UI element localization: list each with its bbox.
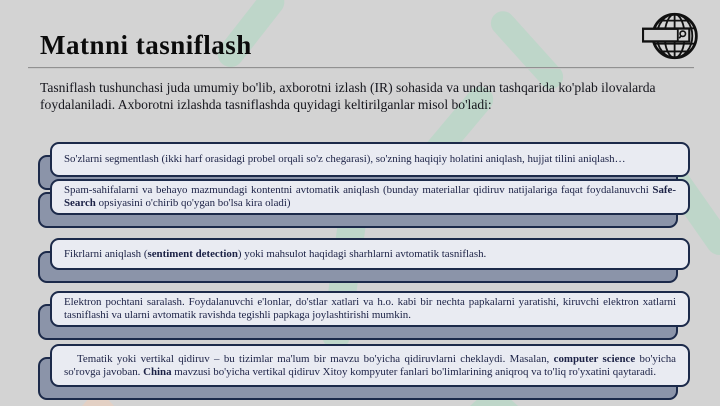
box-text: Fikrlarni aniqlash (sentiment detection) yoki mahsulot haqidagi sharhlarni avtomatik tasniflash. [64,247,487,260]
box-face [50,291,690,327]
content-box [50,344,690,387]
content-box [50,291,690,327]
content-box [50,238,690,270]
intro-paragraph: Tasniflash tushunchasi juda umumiy bo'lib, axborotni izlash (IR) sohasida va undan tashqarida ko'plab ilovalarda foydalaniladi. Axborotni izlashda tasniflashda quyidagi keltirilganlar misol bo'ladi: [40,80,656,112]
page-title: Matnni tasniflash [40,30,252,60]
content-box [50,179,690,215]
content-box [50,142,690,177]
box-text: Elektron pochtani saralash. Foydalanuvchi e'lonlar, do'stlar xatlari va h.o. kabi bir nechta papkalarni yaratishi, kiruvchi elektron xatlarni tasniflashi va ularni avtomatik ravishda tegishli papkaga joylashtirishi mumkin. [64,296,676,321]
box-face [50,142,690,177]
box-face [50,238,690,270]
box-face [50,179,690,215]
box-text: Tematik yoki vertikal qidiruv – bu tizimlar ma'lum bir mavzu bo'yicha qidiruvlarni cheklaydi. Masalan, computer science bo'yicha so'rovga javoban. China mavzusi bo'yicha vertikal qidiruv Xitoy kompyuter fanlari bo'limlarining aniqroq va to'liq ro'yxatini qaytaradi. [64,352,676,378]
box-face [50,344,690,387]
box-text: Spam-sahifalarni va behayo mazmundagi kontentni avtomatik aniqlash (bunday materiallar qidiruv natijalariga faqat foydalanuvchi Safe-Search opsiyasini o'chirib qo'ygan bo'lsa kira oladi) [64,184,676,209]
box-text: So'zlarni segmentlash (ikki harf orasidagi probel orqali so'z chegarasi), so'zning haqiqiy holatini aniqlash, hujjat tilini aniqlash… [64,153,626,166]
